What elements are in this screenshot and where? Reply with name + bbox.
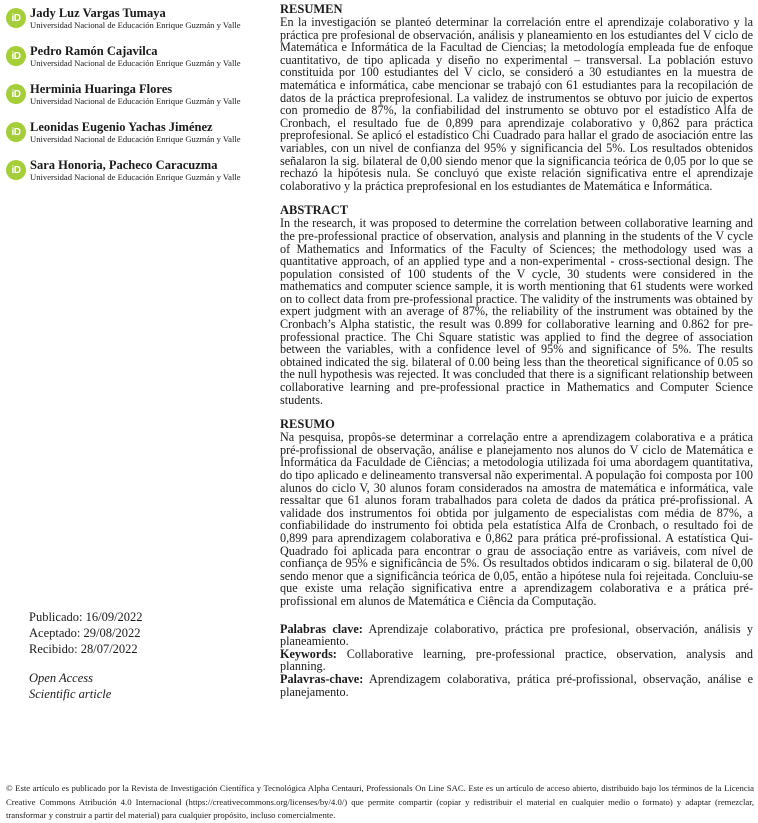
- open-access-label: Open Access: [29, 671, 93, 685]
- keywords-es-label: Palabras clave:: [280, 621, 363, 636]
- resumo-text: Na pesquisa, propôs-se determinar a correlação entre a aprendizagem colaborativa e a prática pré-profissional de observação, análise e planejamento nos alunos do V ciclo de Matemática e Informática da Faculdade de Ciências; a metodologia utilizada foi uma abordagem quantitativa, do tipo aplicado e delineamento transversal não experimental. A população foi composta por 100 alunos do ciclo V, 30 alunos foram considerados na amostra de matemática e informática, vale ressaltar que 61 alunos foram trabalhados para coleta de dados da prática pré-profissional. A validade dos instrumentos foi obtida por julgamento de especialistas com média de 87%, a confiabilidade do instrumento foi obtida pela estatística Alfa de Cronbach, o resultado foi de 0,899 para aprendizagem colaborativa e 0,862 para prática pré-profissional. A estatística Qui-Quadrado foi aplicada para encontrar o grau de associação entre as variáveis, com nível de confiança de 95% e significância de 5%. Os resultados obtidos indicaram o sig. bilateral de 0,00 sendo menor que a significância teórica de 0,05, então a hipótese nula foi rejeitada. Concluiu-se que existe uma relação significativa entre a aprendizagem colaborativa e a prática pré-profissional em alunos de Matemática e Ciência da Computação.: [280, 430, 753, 608]
- author-institution: Universidad Nacional de Educación Enrique Guzmán y Valle: [30, 96, 241, 106]
- published-date: Publicado: 16/09/2022: [29, 610, 143, 624]
- author-name: Jady Luz Vargas Tumaya: [30, 6, 166, 20]
- author-info: [30, 120, 241, 145]
- author-entry: [6, 44, 274, 74]
- keywords-en-label: Keywords:: [280, 646, 337, 661]
- license-footer: © Este artículo es publicado por la Revista de Investigación Científica y Tecnológica Alpha Centauri, Professionals On Line SAC. Este es un artículo de acceso abierto, distribuido bajo los términos de la Licencia Creative Commons Atribución 4.0 Internacional (https://creativecommons.org/licenses/by/4.0/) que permite compartir (copiar y redistribuir el material en cualquier medio o formato) y adaptar (remezclar, transformar y construir a partir del material) para cualquier propósito, incluso comercialmente.: [6, 783, 754, 820]
- resumo-section: [280, 418, 753, 607]
- author-info: [30, 6, 241, 31]
- article-type-label: Scientific article: [29, 687, 112, 701]
- author-list: [6, 6, 274, 196]
- orcid-icon[interactable]: iD: [6, 46, 26, 66]
- abstract-column: [280, 3, 753, 698]
- access-info: [29, 670, 111, 702]
- author-name: Leonidas Eugenio Yachas Jiménez: [30, 120, 213, 134]
- orcid-icon[interactable]: iD: [6, 84, 26, 104]
- author-entry: [6, 158, 274, 188]
- resumo-heading: RESUMO: [280, 417, 335, 432]
- accepted-date: Aceptado: 29/08/2022: [29, 626, 141, 640]
- keywords-en: [280, 648, 753, 673]
- resumen-text: En la investigación se planteó determinar la correlación entre el aprendizaje colaborativo y la práctica pre profesional de observación, análisis y planeamiento en los estudiantes del V ciclo de Matemática e Informática de la Facultad de Ciencias; la metodología empleada fue de enfoque cuantitativo, de tipo aplicada y diseño no experimental – transversal. La población estuvo constituida por 100 estudiantes del V ciclo, se consideró a 30 estudiantes en la muestra de matemática e informática, cabe mencionar se trabajó con 61 estudiantes para la recopilación de datos de la práctica preprofesional. La validez de instrumentos se obtuvo por juicio de expertos con promedio de 87%, la confiabilidad del instrumento se obtuvo por el estadístico Alfa de Cronbach, el resultado fue de 0,899 para aprendizaje colaborativo y 0,862 para práctica preprofesional. Se aplicó el estadístico Chi Cuadrado para hallar el grado de asociación entre las variables, con un nivel de confianza del 95% y significancia del 5%. Los resultados obtenidos señalaron la sig. bilateral de 0,00 siendo menor que la significancia teórica de 0,05 por lo que se rechazó la hipótesis nula. Se concluyó que existe relación significativa entre el aprendizaje colaborativo y la práctica preprofesional en los estudiantes de Matemática e Informática.: [280, 15, 753, 193]
- author-name: Sara Honoria, Pacheco Caracuzma: [30, 158, 218, 172]
- author-name: Herminia Huaringa Flores: [30, 82, 173, 96]
- keywords-es: [280, 623, 753, 648]
- author-institution: Universidad Nacional de Educación Enrique Guzmán y Valle: [30, 58, 241, 68]
- abstract-text: In the research, it was proposed to determine the correlation between collaborative learning and the pre-professional practice of observation, analysis and planning in the students of the V cycle of Mathematics and Informatics of the Faculty of Sciences; the methodology used was a quantitative approach, of an applied type and a non-experimental - cross-sectional design. The population consisted of 100 students of the V cycle, 30 students were considered in the mathematics and computer science sample, it is worth mentioning that 61 students were worked on to collect data from pre-professional practice. The validity of the instruments was obtained by expert judgment with an average of 87%, the reliability of the instrument was obtained by the Cronbach’s Alpha statistic, the result was 0.899 for collaborative learning and 0.862 for pre-professional practice. The Chi Square statistic was applied to find the degree of association between the variables, with a confidence level of 95% and significance of 5%. The results obtained indicated the sig. bilateral of 0.00 being less than the theoretical significance of 0.05 so the null hypothesis was rejected. It was concluded that there is a significant relationship between collaborative learning and pre-professional practice in Mathematics and Computer Science students.: [280, 216, 753, 407]
- abstract-section: [280, 204, 753, 406]
- abstract-heading: ABSTRACT: [280, 203, 349, 218]
- author-info: [30, 44, 241, 69]
- author-entry: [6, 82, 274, 112]
- keywords-pt-label: Palavras-chave:: [280, 671, 364, 686]
- keywords-pt-text: Aprendizagem colaborativa, prática pré-profissional, observação, análise e planejamento.: [280, 671, 753, 699]
- article-dates: [29, 609, 143, 657]
- author-info: [30, 158, 241, 183]
- author-institution: Universidad Nacional de Educación Enrique Guzmán y Valle: [30, 134, 241, 144]
- author-entry: [6, 120, 274, 150]
- orcid-icon[interactable]: iD: [6, 122, 26, 142]
- keywords-section: [280, 623, 753, 699]
- resumen-section: [280, 3, 753, 192]
- author-entry: [6, 6, 274, 36]
- author-institution: Universidad Nacional de Educación Enrique Guzmán y Valle: [30, 172, 241, 182]
- author-institution: Universidad Nacional de Educación Enrique Guzmán y Valle: [30, 20, 241, 30]
- resumen-heading: RESUMEN: [280, 2, 343, 16]
- received-date: Recibido: 28/07/2022: [29, 642, 138, 656]
- keywords-es-text: Aprendizaje colaborativo, práctica pre profesional, observación, análisis y planeamiento.: [280, 621, 753, 649]
- keywords-en-text: Collaborative learning, pre-professional practice, observation, analysis and planning.: [280, 646, 753, 674]
- keywords-pt: [280, 673, 753, 698]
- orcid-icon[interactable]: iD: [6, 160, 26, 180]
- author-info: [30, 82, 241, 107]
- orcid-icon[interactable]: iD: [6, 8, 26, 28]
- author-name: Pedro Ramón Cajavilca: [30, 44, 158, 58]
